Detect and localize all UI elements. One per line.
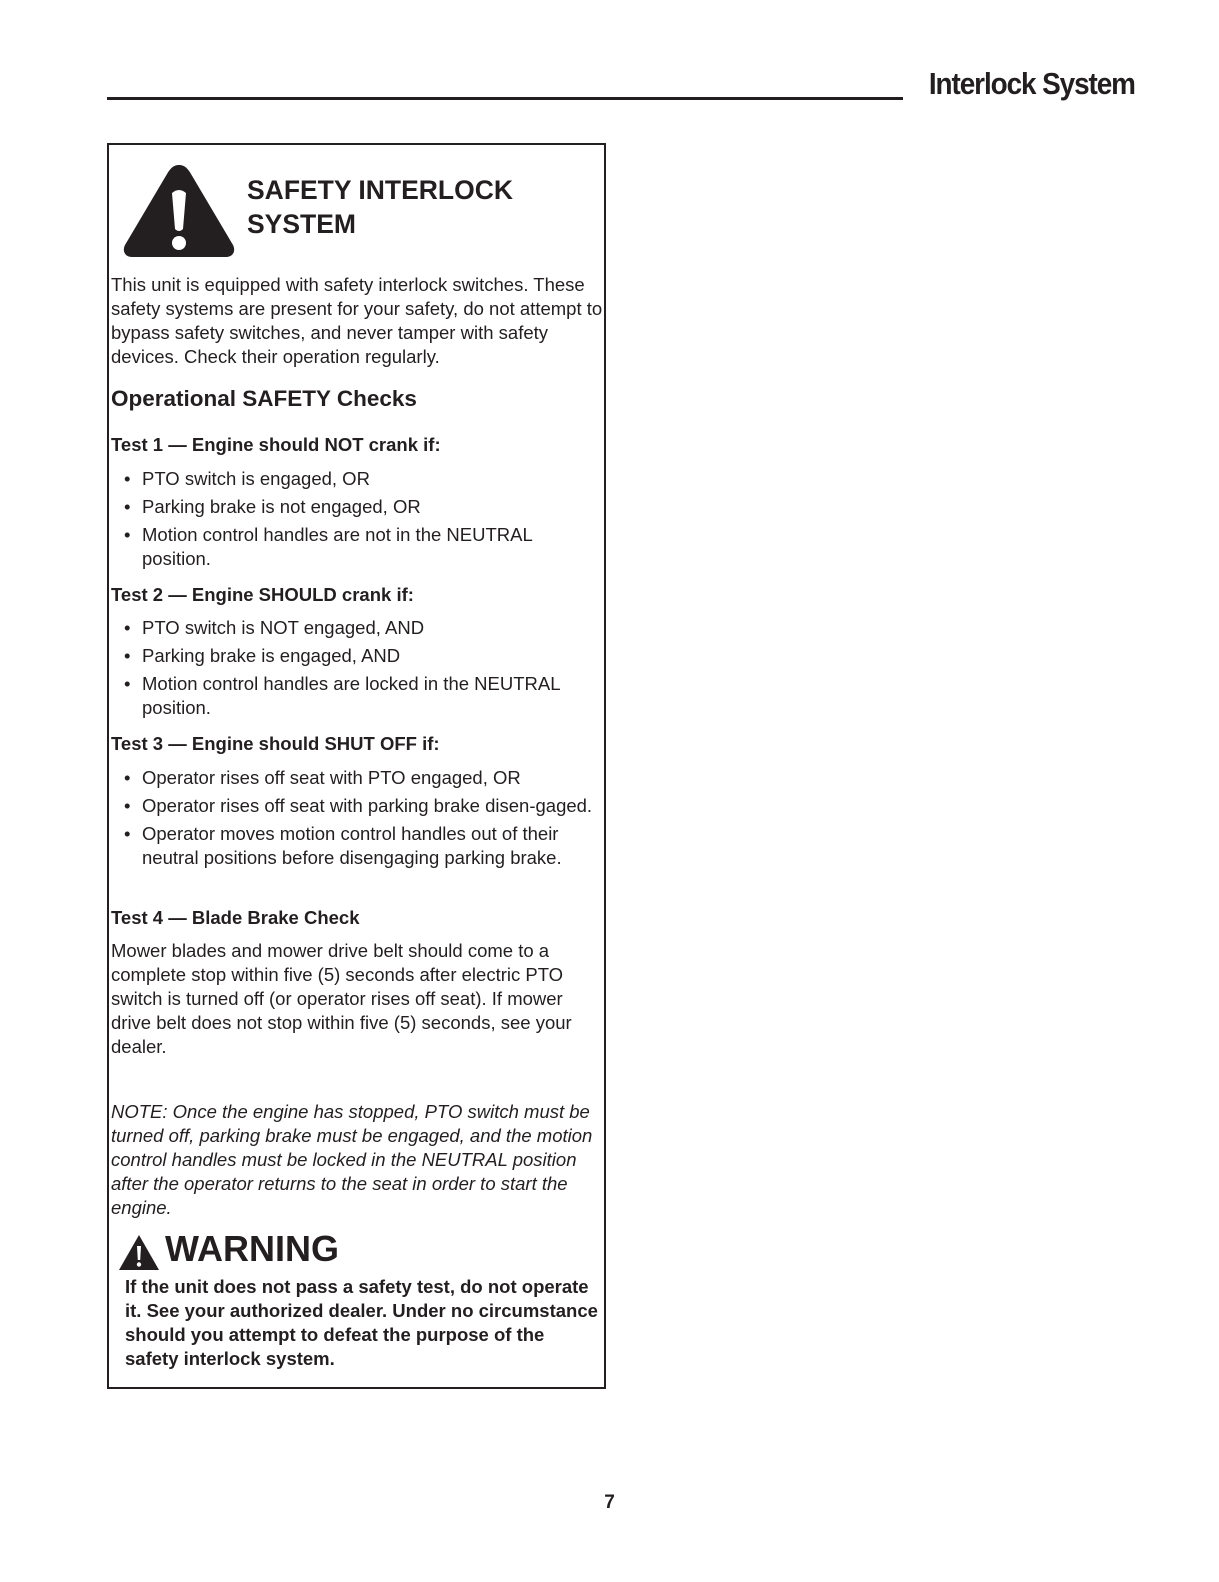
list-item: • Motion control handles are locked in the NEUTRAL position. bbox=[123, 672, 603, 720]
test-1-heading: Test 1 — Engine should NOT crank if: bbox=[111, 434, 441, 455]
list-item: • Parking brake is not engaged, OR bbox=[123, 495, 603, 519]
header-rule bbox=[107, 97, 903, 100]
test-2-heading: Test 2 — Engine SHOULD crank if: bbox=[111, 584, 414, 605]
list-item: • Parking brake is engaged, AND bbox=[123, 644, 603, 668]
test-2-list bbox=[123, 616, 603, 724]
list-item: • Operator rises off seat with PTO engaged, OR bbox=[123, 766, 603, 790]
safety-interlock-box bbox=[107, 143, 606, 1389]
page-header-title: Interlock System bbox=[928, 66, 1135, 101]
test-4-heading: Test 4 — Blade Brake Check bbox=[111, 907, 360, 928]
intro-paragraph: This unit is equipped with safety interlock switches. These safety systems are present for your safety, do not attempt to bypass safety switches, and never tamper with safety devices. Check their operation regularly. bbox=[111, 274, 603, 367]
note-paragraph: NOTE: Once the engine has stopped, PTO switch must be turned off, parking brake must be engaged, and the motion control handles must be locked in the NEUTRAL position after the operator returns to the seat in order to start the engine. bbox=[111, 1101, 593, 1218]
warning-label: WARNING bbox=[165, 1228, 339, 1269]
list-item: • PTO switch is NOT engaged, AND bbox=[123, 616, 603, 640]
warning-triangle-icon bbox=[118, 1234, 160, 1271]
test-4-paragraph: Mower blades and mower drive belt should come to a complete stop within five (5) seconds after electric PTO switch is turned off (or operator rises off seat). If mower drive belt does not stop within five (5) seconds, see your dealer. bbox=[111, 940, 572, 1057]
test-3-heading: Test 3 — Engine should SHUT OFF if: bbox=[111, 733, 440, 754]
list-item: • Motion control handles are not in the NEUTRAL position. bbox=[123, 523, 603, 571]
box-title: SAFETY INTERLOCK SYSTEM bbox=[247, 175, 513, 239]
warning-text: If the unit does not pass a safety test, do not operate it. See your authorized dealer. Under no circumstance should you attempt to defeat the purpose of the safety interlock system. bbox=[125, 1276, 598, 1369]
list-item: • Operator moves motion control handles out of their neutral positions before disengaging parking brake. bbox=[123, 822, 603, 870]
list-item: • Operator rises off seat with parking brake disen-gaged. bbox=[123, 794, 603, 818]
list-item: • PTO switch is engaged, OR bbox=[123, 467, 603, 491]
section-heading: Operational SAFETY Checks bbox=[111, 386, 417, 411]
test-3-list bbox=[123, 766, 603, 874]
test-1-list bbox=[123, 467, 603, 575]
page-number: 7 bbox=[604, 1492, 615, 1513]
warning-triangle-icon bbox=[119, 159, 239, 259]
